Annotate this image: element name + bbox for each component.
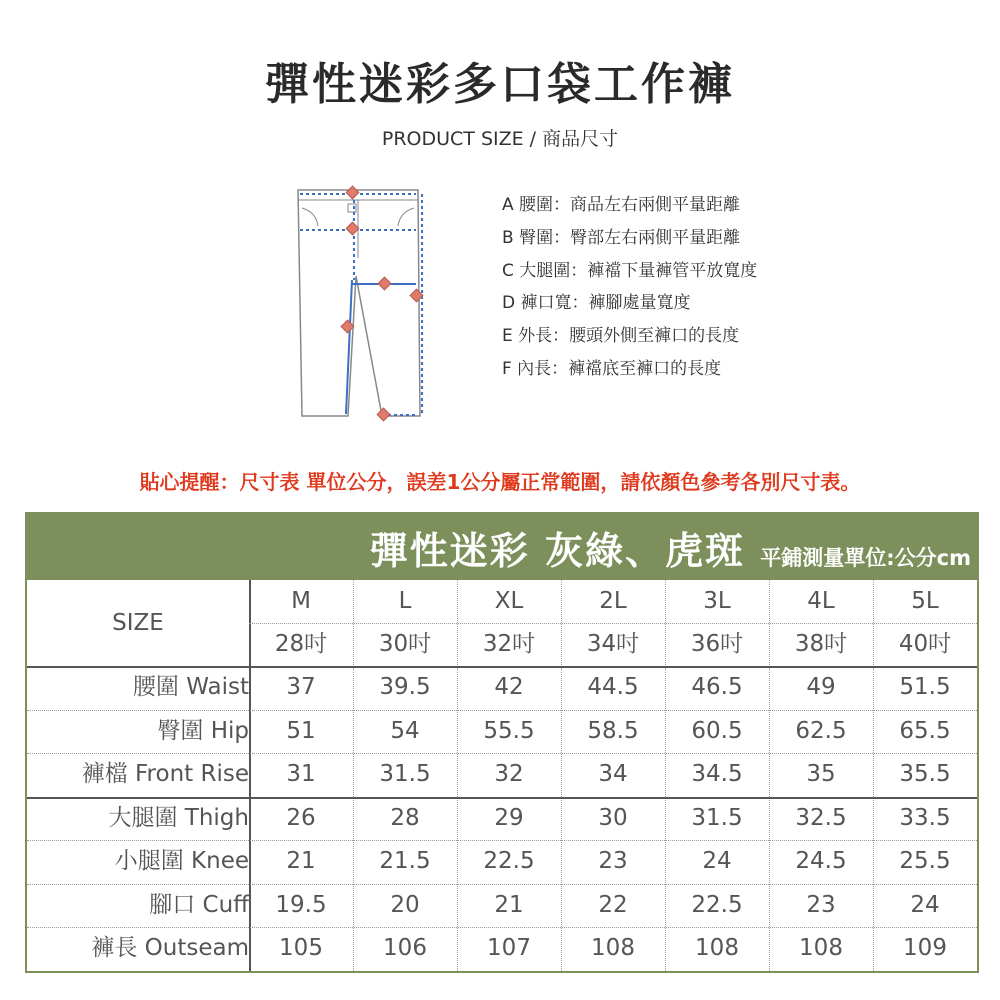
value-cell: 42: [494, 674, 524, 700]
value-cell: 22.5: [691, 891, 743, 918]
size-header-cell: 4L: [807, 588, 835, 614]
row-label-cell: 小腿圍 Knee: [114, 848, 249, 874]
grid-horizontal-line: [27, 884, 977, 885]
row-label-cell: 褲檔 Front Rise: [81, 761, 249, 787]
value-cell: 25.5: [899, 848, 951, 874]
inch-header-cell: 28吋: [274, 631, 328, 657]
value-cell: 29: [494, 804, 524, 831]
value-cell: 37: [286, 674, 316, 700]
value-cell: 22.5: [483, 848, 535, 874]
page-title: 彈性迷彩多口袋工作褲: [265, 59, 735, 110]
size-table-grid: [27, 580, 977, 971]
value-cell: 44.5: [587, 674, 639, 700]
value-cell: 106: [383, 935, 427, 961]
grid-vertical-line: [457, 580, 458, 971]
value-cell: 54: [390, 717, 420, 744]
inch-header-cell: 32吋: [482, 631, 536, 657]
value-cell: 60.5: [691, 717, 743, 744]
legend-item-outseam: E 外長：腰頭外側至褲口的長度: [502, 326, 740, 347]
grid-horizontal-line: [27, 710, 977, 711]
size-header-cell: M: [291, 588, 311, 614]
value-cell: 49: [806, 674, 836, 700]
value-cell: 58.5: [587, 717, 639, 744]
inch-header-cell: 30吋: [378, 631, 432, 657]
value-cell: 30: [598, 804, 628, 831]
value-cell: 23: [598, 848, 628, 874]
legend-item-cuff: D 褲口寬：褲腳處量寬度: [502, 293, 691, 314]
value-cell: 31: [286, 761, 316, 787]
value-cell: 35.5: [899, 761, 951, 787]
value-cell: 34.5: [691, 761, 743, 787]
grid-horizontal-line: [27, 797, 977, 799]
grid-vertical-line: [249, 580, 251, 971]
inch-header-cell: 36吋: [690, 631, 744, 657]
value-cell: 108: [695, 935, 739, 961]
value-cell: 39.5: [379, 674, 431, 700]
grid-vertical-line: [561, 580, 562, 971]
grid-horizontal-line: [249, 623, 977, 624]
size-header-cell: 5L: [911, 588, 939, 614]
size-header-cell: 2L: [599, 588, 627, 614]
pants-outline: [298, 190, 420, 416]
grid-horizontal-line: [27, 840, 977, 841]
grid-vertical-line: [873, 580, 874, 971]
row-label-cell: 大腿圍 Thigh: [108, 804, 249, 831]
size-table: [25, 512, 979, 973]
value-cell: 19.5: [275, 891, 327, 918]
size-header-cell: 3L: [703, 588, 731, 614]
value-cell: 108: [591, 935, 635, 961]
value-cell: 21.5: [379, 848, 431, 874]
size-header-cell: XL: [494, 588, 524, 614]
size-notice: 貼心提醒：尺寸表 單位公分，誤差1公分屬正常範圍，請依顏色參考各別尺寸表。: [139, 470, 861, 494]
row-label-cell: 臀圍 Hip: [157, 717, 249, 744]
size-label-cell: SIZE: [112, 610, 164, 636]
legend-item-waist: A 腰圍：商品左右兩側平量距離: [502, 195, 741, 215]
value-cell: 28: [390, 804, 420, 831]
value-cell: 51: [286, 717, 316, 744]
value-cell: 35: [806, 761, 836, 787]
value-cell: 46.5: [691, 674, 743, 700]
row-label-cell: 褲長 Outseam: [91, 935, 249, 961]
value-cell: 62.5: [795, 717, 847, 744]
value-cell: 32.5: [795, 804, 847, 831]
value-cell: 108: [799, 935, 843, 961]
value-cell: 21: [494, 891, 524, 918]
value-cell: 31.5: [691, 804, 743, 831]
value-cell: 24: [910, 891, 940, 918]
row-label-cell: 腰圍 Waist: [132, 674, 249, 700]
inch-header-cell: 34吋: [586, 631, 640, 657]
size-table-header: [27, 514, 977, 580]
legend-item-inseam: F 內長：褲襠底至褲口的長度: [502, 358, 722, 379]
size-table-unit-note: 平鋪測量單位:公分cm: [760, 546, 971, 570]
size-header-cell: L: [398, 588, 412, 614]
value-cell: 51.5: [899, 674, 951, 700]
value-cell: 24.5: [795, 848, 847, 874]
inch-header-cell: 40吋: [898, 631, 952, 657]
grid-horizontal-line: [27, 927, 977, 928]
page-subtitle: PRODUCT SIZE / 商品尺寸: [381, 128, 619, 150]
value-cell: 65.5: [899, 717, 951, 744]
legend-item-thigh: C 大腿圍：褲襠下量褲管平放寬度: [502, 260, 758, 281]
grid-vertical-line: [769, 580, 770, 971]
value-cell: 32: [494, 761, 524, 787]
inch-header-cell: 38吋: [794, 631, 848, 657]
value-cell: 24: [702, 848, 732, 874]
value-cell: 26: [286, 804, 316, 831]
pants-measurement-diagram: [282, 178, 432, 428]
value-cell: 109: [903, 935, 947, 961]
value-cell: 21: [286, 848, 316, 874]
value-cell: 34: [598, 761, 628, 787]
legend-item-hip: B 臀圍：臀部左右兩側平量距離: [502, 227, 741, 248]
size-table-title: 彈性迷彩 灰綠、虎斑: [369, 529, 745, 573]
grid-vertical-line: [665, 580, 666, 971]
value-cell: 33.5: [899, 804, 951, 831]
value-cell: 55.5: [483, 717, 535, 744]
grid-vertical-line: [353, 580, 354, 971]
value-cell: 20: [390, 891, 420, 918]
row-label-cell: 腳口 Cuff: [149, 891, 249, 918]
value-cell: 23: [806, 891, 836, 918]
grid-horizontal-line: [27, 666, 977, 668]
value-cell: 105: [279, 935, 323, 961]
measurement-legend: [502, 192, 832, 389]
value-cell: 31.5: [379, 761, 431, 787]
grid-horizontal-line: [27, 753, 977, 754]
value-cell: 107: [487, 935, 531, 961]
value-cell: 22: [598, 891, 628, 918]
